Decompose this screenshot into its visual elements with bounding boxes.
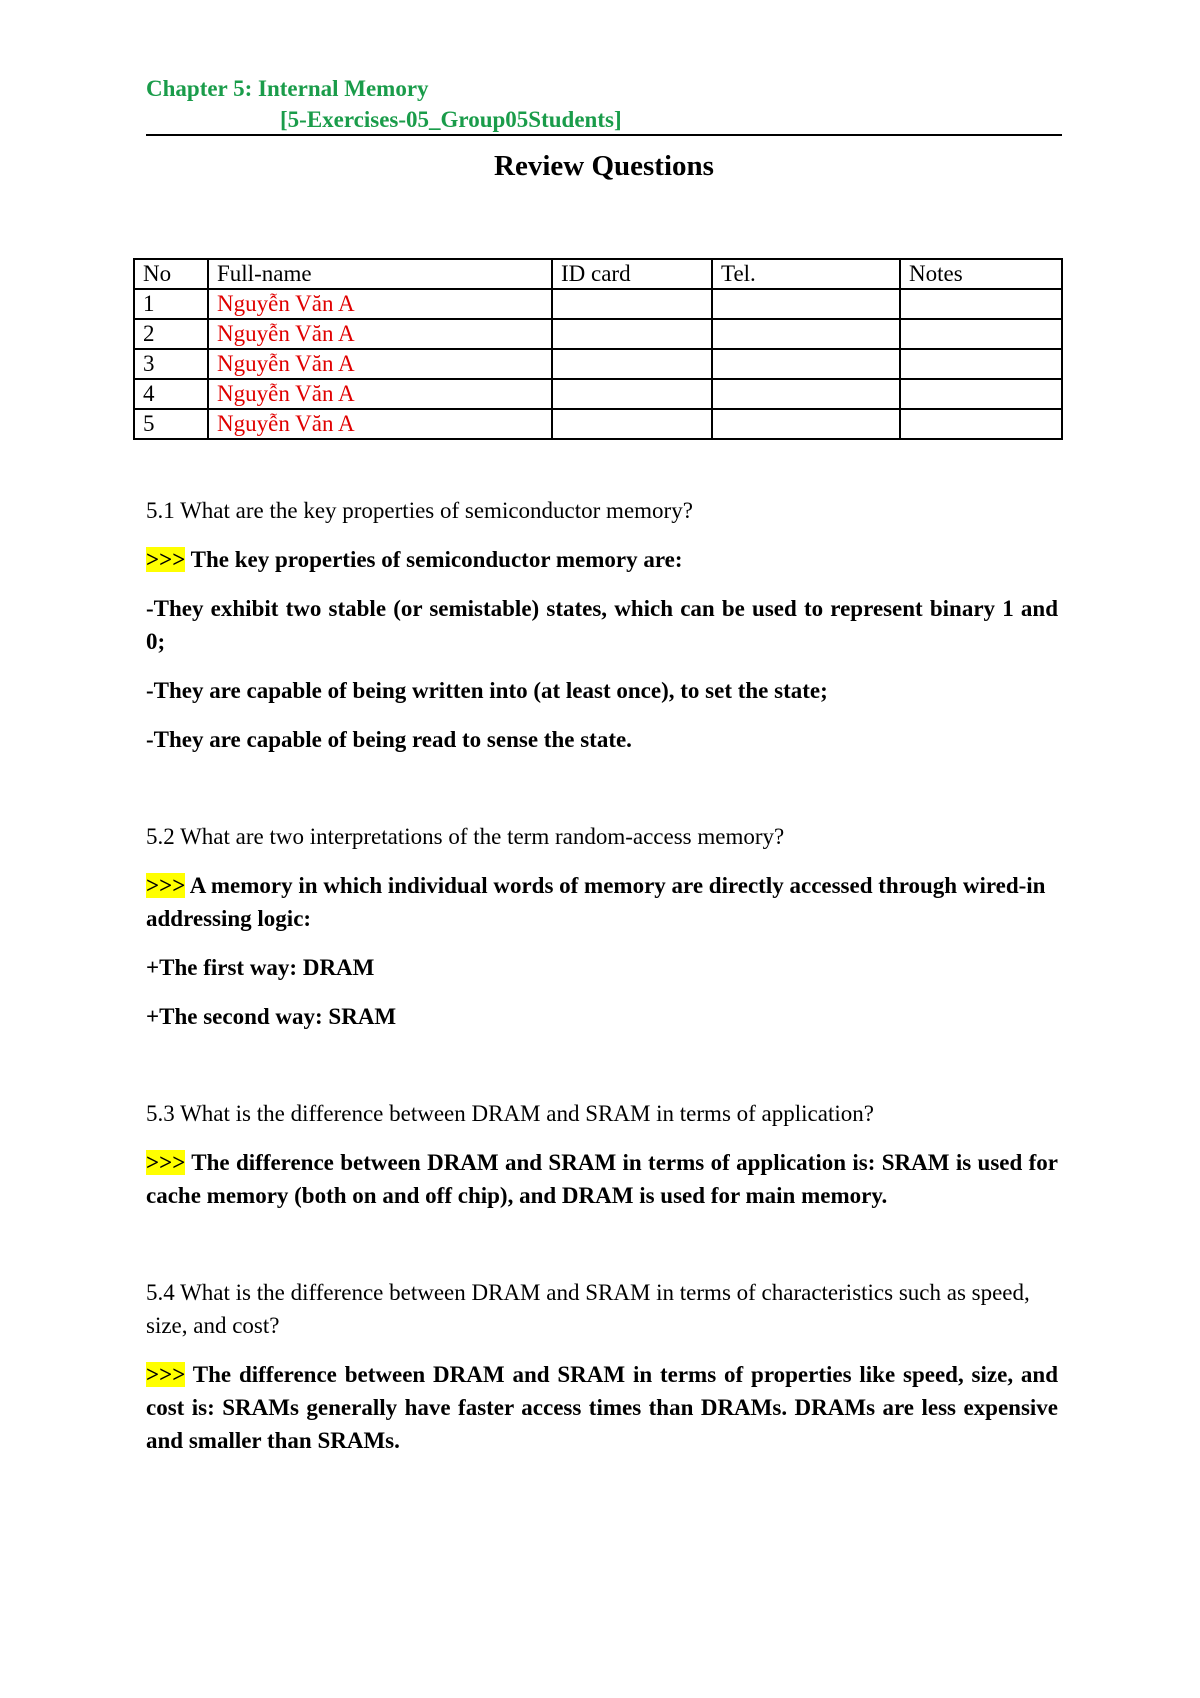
cell-no: 5 xyxy=(134,409,208,439)
student-roster-table xyxy=(133,258,1063,440)
answer-lead xyxy=(146,543,1058,576)
answer-line: +The first way: DRAM xyxy=(146,955,375,980)
answer-marker: >>> xyxy=(146,1362,186,1387)
section-spacer xyxy=(146,1049,1058,1097)
answer-lead xyxy=(146,1146,1058,1212)
cell-no: 4 xyxy=(134,379,208,409)
cell-tel xyxy=(712,349,900,379)
cell-notes xyxy=(900,349,1062,379)
cell-tel xyxy=(712,379,900,409)
section-spacer xyxy=(146,772,1058,820)
cell-id-card xyxy=(552,349,712,379)
answer-lead-text: A memory in which individual words of memory are directly accessed through wired-in addressing logic: xyxy=(146,873,1046,931)
table-row xyxy=(134,319,1062,349)
cell-tel xyxy=(712,289,900,319)
answer-line: -They exhibit two stable (or semistable) states, which can be used to represent binary 1 and 0; xyxy=(146,596,1058,654)
cell-full-name: Nguyễn Văn A xyxy=(208,319,552,349)
answer-lead-text: The key properties of semiconductor memory are: xyxy=(185,547,683,572)
answer-lead-text: The difference between DRAM and SRAM in terms of properties like speed, size, and cost is: SRAMs generally have faster access times than DRAMs. DRAMs are less expensive and smaller than SRAMs. xyxy=(146,1362,1058,1453)
chapter-heading: Chapter 5: Internal Memory xyxy=(146,76,429,101)
answer-lead xyxy=(146,869,1058,935)
exercise-subtitle: [5-Exercises-05_Group05Students] xyxy=(280,107,622,132)
cell-notes xyxy=(900,409,1062,439)
cell-notes xyxy=(900,289,1062,319)
column-header-tel: Tel. xyxy=(712,259,900,289)
cell-id-card xyxy=(552,379,712,409)
cell-tel xyxy=(712,319,900,349)
answer-line: +The second way: SRAM xyxy=(146,1004,397,1029)
review-questions-body xyxy=(146,494,1058,1473)
cell-tel xyxy=(712,409,900,439)
question-text: 5.4 What is the difference between DRAM and SRAM in terms of characteristics such as speed, size, and cost? xyxy=(146,1280,1030,1338)
cell-no: 3 xyxy=(134,349,208,379)
cell-id-card xyxy=(552,409,712,439)
cell-no: 1 xyxy=(134,289,208,319)
column-header-notes: Notes xyxy=(900,259,1062,289)
page-title: Review Questions xyxy=(494,150,714,182)
header-divider xyxy=(146,134,1062,136)
answer-marker: >>> xyxy=(146,1150,186,1175)
question-text: 5.1 What are the key properties of semiconductor memory? xyxy=(146,498,693,523)
answer-lead xyxy=(146,1358,1058,1457)
cell-notes xyxy=(900,379,1062,409)
answer-marker: >>> xyxy=(146,547,186,572)
table-row xyxy=(134,289,1062,319)
cell-notes xyxy=(900,319,1062,349)
cell-no: 2 xyxy=(134,319,208,349)
table-row xyxy=(134,379,1062,409)
answer-line: -They are capable of being read to sense the state. xyxy=(146,727,632,752)
column-header-full-name: Full-name xyxy=(208,259,552,289)
question-text: 5.3 What is the difference between DRAM and SRAM in terms of application? xyxy=(146,1101,874,1126)
table-header-row xyxy=(134,259,1062,289)
answer-marker: >>> xyxy=(146,873,186,898)
question-text: 5.2 What are two interpretations of the term random-access memory? xyxy=(146,824,785,849)
column-header-id-card: ID card xyxy=(552,259,712,289)
cell-full-name: Nguyễn Văn A xyxy=(208,349,552,379)
cell-id-card xyxy=(552,319,712,349)
table-row xyxy=(134,349,1062,379)
answer-lead-text: The difference between DRAM and SRAM in terms of application is: SRAM is used for cache memory (both on and off chip), and DRAM is used for main memory. xyxy=(146,1150,1058,1208)
cell-full-name: Nguyễn Văn A xyxy=(208,409,552,439)
column-header-no: No xyxy=(134,259,208,289)
cell-full-name: Nguyễn Văn A xyxy=(208,289,552,319)
section-spacer xyxy=(146,1228,1058,1276)
answer-line: -They are capable of being written into (at least once), to set the state; xyxy=(146,678,828,703)
table-row xyxy=(134,409,1062,439)
cell-id-card xyxy=(552,289,712,319)
cell-full-name: Nguyễn Văn A xyxy=(208,379,552,409)
